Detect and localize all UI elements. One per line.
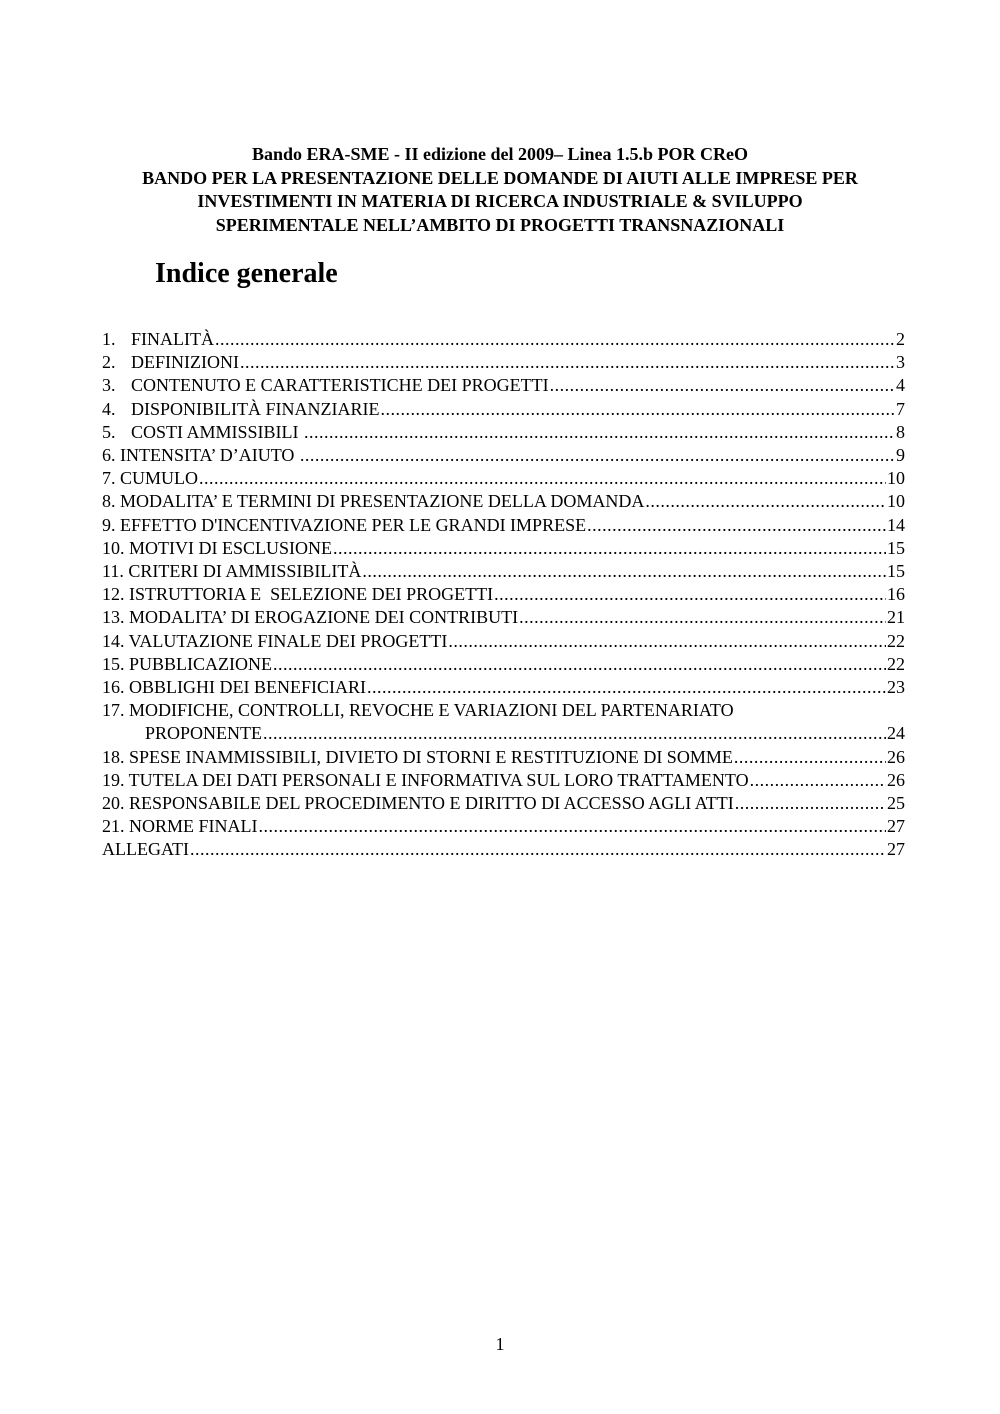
toc-entry-17-continued[interactable] <box>102 722 905 745</box>
toc-leader-dots <box>300 444 895 467</box>
toc-leader-dots <box>645 490 886 513</box>
toc-entry-number: 3. <box>102 375 116 396</box>
header-line-4: SPERIMENTALE NELL’AMBITO DI PROGETTI TRANSNAZIONALI <box>215 214 785 235</box>
toc-entry-page: 10 <box>887 468 905 489</box>
toc-entry-page: 27 <box>887 816 905 837</box>
toc-entry-page: 7 <box>896 398 905 419</box>
toc-entry-label: 14. VALUTAZIONE FINALE DEI PROGETTI <box>102 630 448 651</box>
toc-leader-dots <box>263 722 886 745</box>
toc-entry-19[interactable] <box>102 769 905 792</box>
toc-entry-label-line-2: PROPONENTE <box>145 723 263 744</box>
toc-entry-18[interactable] <box>102 746 905 769</box>
toc-entry-label: 15. PUBBLICAZIONE <box>102 653 272 674</box>
toc-entry-label: 21. NORME FINALI <box>102 816 258 837</box>
toc-entry-page: 23 <box>887 677 905 698</box>
toc-entry-12[interactable] <box>102 583 905 606</box>
toc-entry-label: FINALITÀ <box>131 329 214 349</box>
toc-entry-page: 8 <box>896 421 905 442</box>
toc-entry-label: 10. MOTIVI DI ESCLUSIONE <box>102 537 332 558</box>
toc-entry-17[interactable] <box>102 699 905 722</box>
toc-entry-label: 9. EFFETTO D'INCENTIVAZIONE PER LE GRANDI IMPRESE <box>102 514 587 535</box>
toc-entry-page: 15 <box>887 561 905 582</box>
toc-leader-dots <box>259 815 887 838</box>
toc-entry-number: 2. <box>102 352 116 373</box>
toc-entry-page: 15 <box>887 537 905 558</box>
toc-leader-dots <box>215 328 895 351</box>
toc-entry-page: 16 <box>887 584 905 605</box>
toc-entry-page: 22 <box>887 630 905 651</box>
header-line-2: BANDO PER LA PRESENTAZIONE DELLE DOMANDE DI AIUTI ALLE IMPRESE PER <box>142 167 858 188</box>
toc-entry-page: 24 <box>887 723 905 744</box>
toc-leader-dots <box>494 583 886 606</box>
toc-entry-21[interactable] <box>102 815 905 838</box>
toc-entry-label: DISPONIBILITÀ FINANZIARIE <box>131 398 380 419</box>
toc-entry-label: 8. MODALITA’ E TERMINI DI PRESENTAZIONE DELLA DOMANDA <box>102 491 645 512</box>
toc-entry-label: COSTI AMMISSIBILI <box>131 421 304 442</box>
toc-entry-page: 10 <box>887 491 905 512</box>
toc-leader-dots <box>587 514 886 537</box>
toc-leader-dots <box>273 653 886 676</box>
toc-entry-label: 6. INTENSITA’ D’AIUTO <box>102 445 299 466</box>
toc-entry-label: CONTENUTO E CARATTERISTICHE DEI PROGETTI <box>131 375 549 396</box>
toc-leader-dots <box>362 560 886 583</box>
toc-entry-page: 26 <box>887 746 905 767</box>
toc-leader-dots <box>519 606 886 629</box>
toc-leader-dots <box>750 769 886 792</box>
toc-entry-6[interactable] <box>102 444 905 467</box>
toc-entry-page: 21 <box>887 607 905 628</box>
toc-entry-label-line-1: 17. MODIFICHE, CONTROLLI, REVOCHE E VARIAZIONI DEL PARTENARIATO <box>102 700 734 721</box>
toc-entry-label: 11. CRITERI DI AMMISSIBILITÀ <box>102 561 362 582</box>
header-line-3: INVESTIMENTI IN MATERIA DI RICERCA INDUSTRIALE & SVILUPPO <box>197 191 803 211</box>
toc-entry-label: 7. CUMULO <box>102 468 199 489</box>
header-line-1: Bando ERA-SME - II edizione del 2009– Linea 1.5.b POR CReO <box>251 144 749 164</box>
toc-entry-label: ALLEGATI <box>102 839 189 860</box>
toc-leader-dots <box>735 792 886 815</box>
toc-leader-dots <box>333 537 886 560</box>
toc-entry-page: 25 <box>887 793 905 814</box>
toc-entry-13[interactable] <box>102 606 905 629</box>
toc-entry-16[interactable] <box>102 676 905 699</box>
toc-entry-label: 18. SPESE INAMMISSIBILI, DIVIETO DI STORNI E RESTITUZIONE DI SOMME <box>102 746 733 767</box>
toc-entry-8[interactable] <box>102 490 905 513</box>
toc-entry-page: 2 <box>896 329 905 349</box>
toc-entry-label: 13. MODALITA’ DI EROGAZIONE DEI CONTRIBUTI <box>102 607 519 628</box>
table-of-contents <box>102 328 905 862</box>
toc-leader-dots <box>240 351 895 374</box>
toc-entry-label: 19. TUTELA DEI DATI PERSONALI E INFORMATIVA SUL LORO TRATTAMENTO <box>102 769 749 790</box>
toc-entry-page: 22 <box>887 653 905 674</box>
toc-entry-14[interactable] <box>102 630 905 653</box>
toc-entry-3[interactable] <box>102 374 905 397</box>
toc-entry-10[interactable] <box>102 537 905 560</box>
page-number: 1 <box>495 1334 505 1354</box>
toc-leader-dots <box>367 676 886 699</box>
toc-entry-label: 20. RESPONSABILE DEL PROCEDIMENTO E DIRITTO DI ACCESSO AGLI ATTI <box>102 793 734 814</box>
toc-leader-dots <box>734 746 886 769</box>
toc-entry-label: 16. OBBLIGHI DEI BENEFICIARI <box>102 677 366 698</box>
toc-entry-1[interactable] <box>102 328 905 351</box>
toc-entry-page: 4 <box>896 375 905 396</box>
toc-entry-allegati[interactable] <box>102 838 905 861</box>
toc-entry-11[interactable] <box>102 560 905 583</box>
toc-entry-number: 5. <box>102 421 116 442</box>
toc-leader-dots <box>448 630 886 653</box>
toc-entry-label: 12. ISTRUTTORIA E SELEZIONE DEI PROGETTI <box>102 584 494 605</box>
document-header <box>60 143 940 237</box>
toc-entry-page: 3 <box>896 352 905 373</box>
toc-entry-page: 27 <box>887 839 905 860</box>
toc-entry-15[interactable] <box>102 653 905 676</box>
toc-entry-9[interactable] <box>102 514 905 537</box>
toc-leader-dots <box>190 838 886 861</box>
toc-title: Indice generale <box>155 258 338 289</box>
toc-leader-dots <box>380 398 895 421</box>
toc-leader-dots <box>550 374 895 397</box>
toc-entry-label: DEFINIZIONI <box>131 352 239 373</box>
toc-entry-number: 1. <box>102 329 116 349</box>
toc-entry-7[interactable] <box>102 467 905 490</box>
toc-entry-5[interactable] <box>102 421 905 444</box>
toc-leader-dots <box>304 421 895 444</box>
toc-entry-20[interactable] <box>102 792 905 815</box>
toc-entry-page: 14 <box>887 514 905 535</box>
toc-entry-page: 9 <box>896 445 905 466</box>
toc-entry-number: 4. <box>102 398 116 419</box>
toc-entry-2[interactable] <box>102 351 905 374</box>
toc-leader-dots <box>199 467 886 490</box>
toc-entry-page: 26 <box>887 769 905 790</box>
toc-entry-4[interactable] <box>102 398 905 421</box>
